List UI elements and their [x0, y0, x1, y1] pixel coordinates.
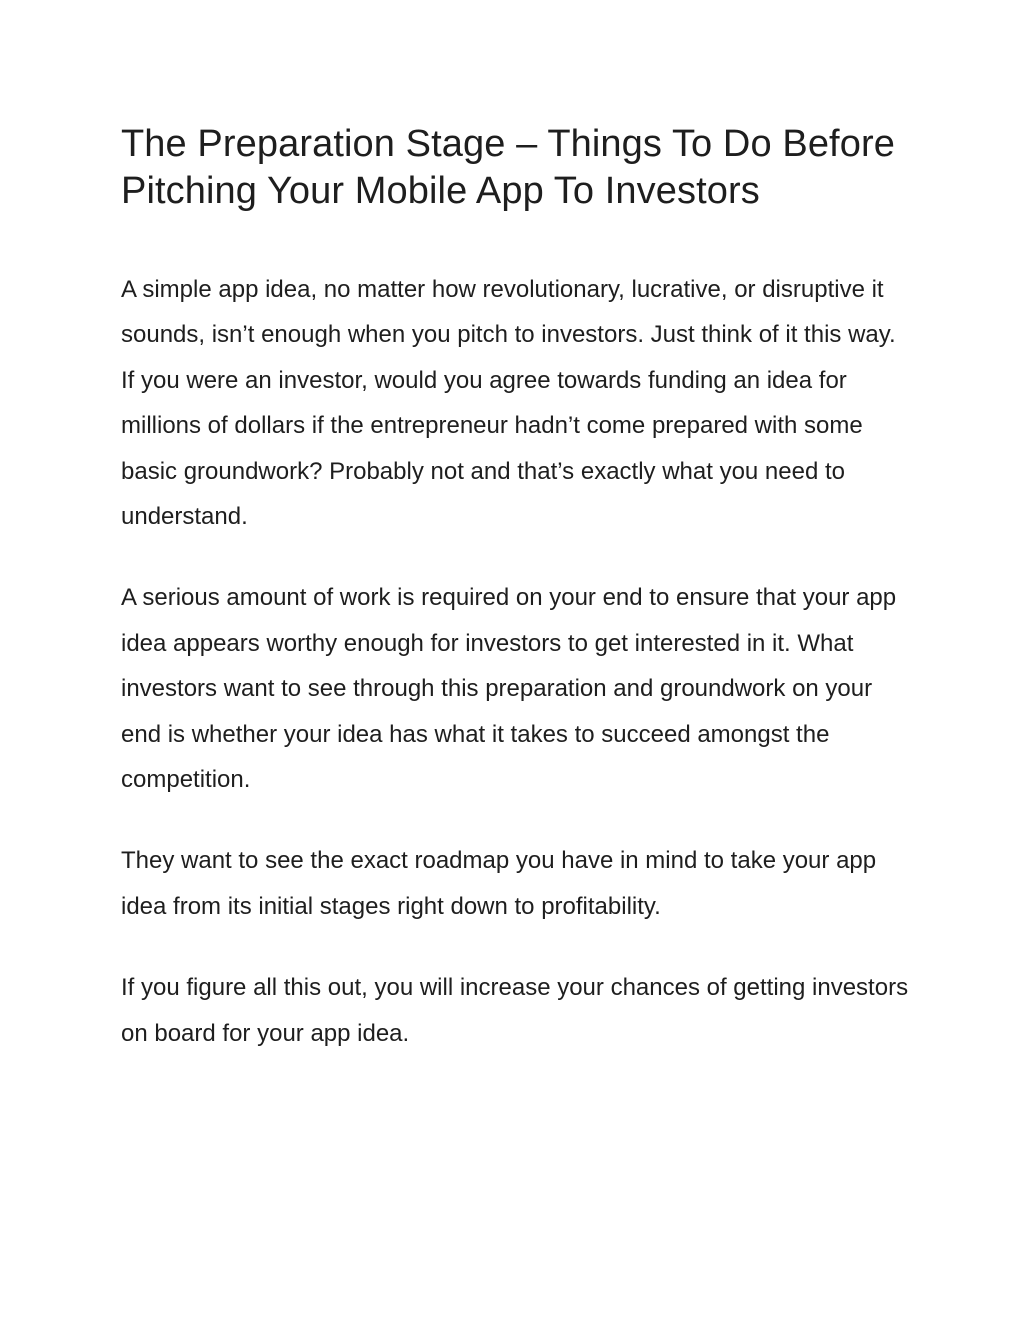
- paragraph-app-idea: A simple app idea, no matter how revolutionary, lucrative, or disruptive it sounds, isn’t enough when you pitch to investors. Just think of it this way. If you were an investor, would you agree towards funding an idea for millions of dollars if the entrepreneur hadn’t come prepared with some basic groundwork? Probably not and that’s exactly what you need to understand.: [121, 276, 896, 531]
- paragraph-serious-work: A serious amount of work is required on your end to ensure that your app idea appears worthy enough for investors to get interested in it. What investors want to see through this preparation and groundwork on your end is whether your idea has what it takes to succeed amongst the competition.: [121, 584, 897, 794]
- paragraph-conclusion: If you figure all this out, you will increase your chances of getting investors on board for your app idea.: [121, 974, 909, 1047]
- document-page: [121, 121, 911, 1056]
- document-title: The Preparation Stage – Things To Do Before Pitching Your Mobile App To Investors: [121, 123, 895, 212]
- paragraph-roadmap: They want to see the exact roadmap you have in mind to take your app idea from its initial stages right down to profitability.: [121, 847, 877, 920]
